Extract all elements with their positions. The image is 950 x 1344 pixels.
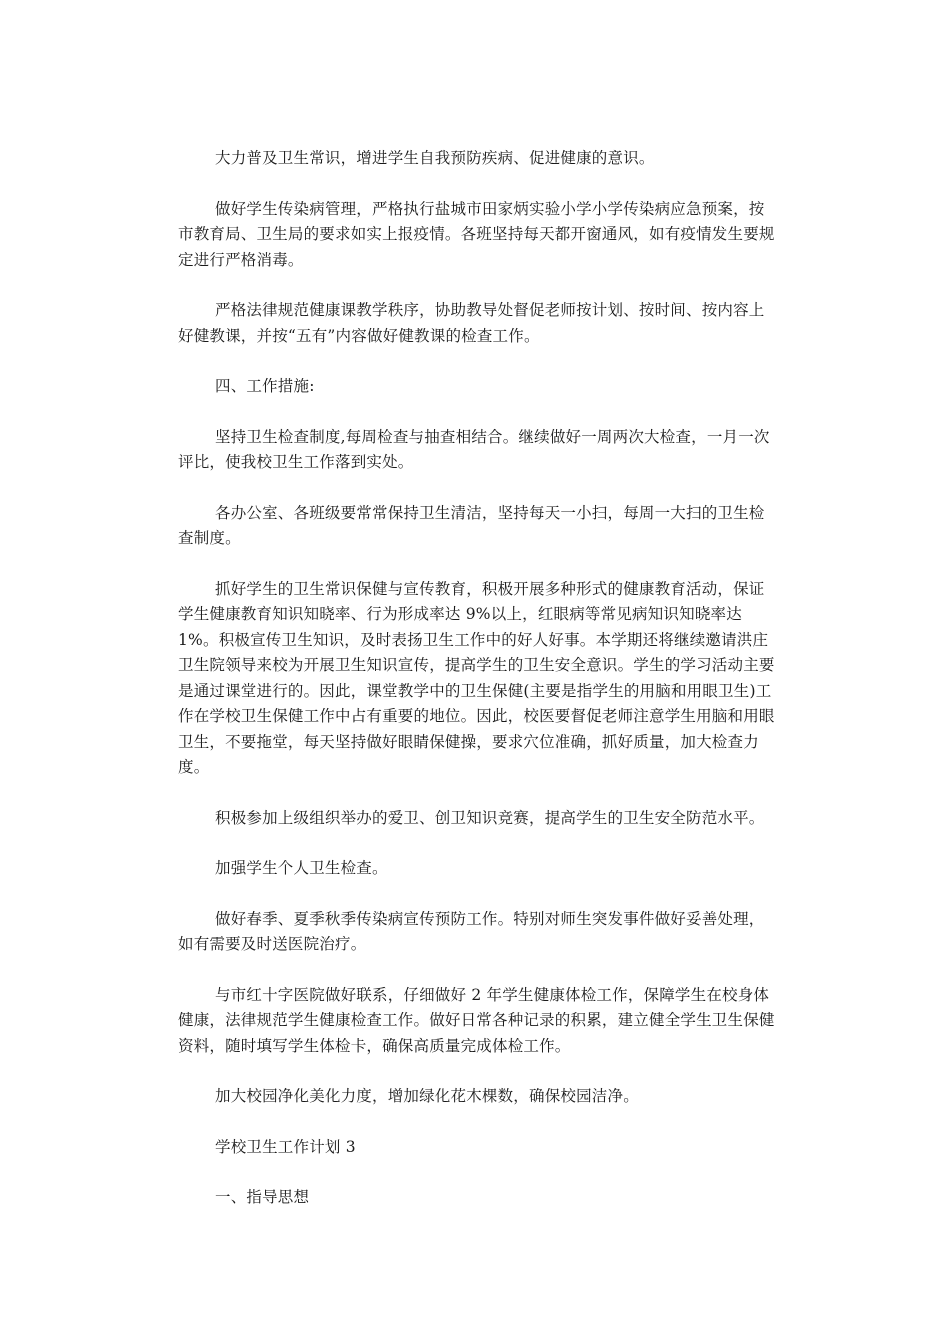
paragraph-health-class-order: 严格法律规范健康课教学秩序，协助教导处督促老师按计划、按时间、按内容上好健教课，并按“五有”内容做好健教课的检查工作。 (178, 301, 765, 345)
paragraph-health-awareness: 大力普及卫生常识，增进学生自我预防疾病、促进健康的意识。 (215, 149, 655, 167)
paragraph-cleaning-routine: 各办公室、各班级要常常保持卫生清洁，坚持每天一小扫，每周一大扫的卫生检查制度。 (178, 503, 765, 547)
section-heading-work-measures: 四、工作措施: (215, 377, 315, 395)
paragraph-inspection-system: 坚持卫生检查制度,每周检查与抽查相结合。继续做好一周两次大检查，一月一次评比，使我校卫生工作落到实处。 (178, 427, 770, 471)
document-subtitle-plan-3: 学校卫生工作计划 3 (215, 1137, 356, 1156)
paragraph-knowledge-competition: 积极参加上级组织举办的爱卫、创卫知识竞赛，提高学生的卫生安全防范水平。 (215, 808, 765, 827)
paragraph-campus-greening: 加大校园净化美化力度，增加绿化花木棵数，确保校园洁净。 (215, 1087, 639, 1105)
paragraph-physical-examination: 与市红十字医院做好联系，仔细做好 2 年学生健康体检工作，保障学生在校身体健康，法律规范学生健康检查工作。做好日常各种记录的积累，建立健全学生卫生保健资料，随时填写学生体检卡，确保高质量完成体检工作。 (178, 985, 775, 1055)
section-heading-guiding-ideology: 一、指导思想 (215, 1188, 310, 1206)
paragraph-infectious-disease-management: 做好学生传染病管理，严格执行盐城市田家炳实验小学小学传染病应急预案，按市教育局、卫生局的要求如实上报疫情。各班坚持每天都开窗通风，如有疫情发生要规定进行严格消毒。 (178, 199, 775, 269)
paragraph-health-education: 抓好学生的卫生常识保健与宣传教育，积极开展多种形式的健康教育活动，保证学生健康教育知识知晓率、行为形成率达 9%以上，红眼病等常见病知识知晓率达 1%。积极宣传卫生知识，及时表扬卫生工作中的好人好事。本学期还将继续邀请洪庄卫生院领导来校为开展卫生知识宣传，提高学生的卫生安全意识。学生的学习活动主要是通过课堂进行的。因此，课堂教学中的卫生保健(主要是指学生的用脑和用眼卫生)工作在学校卫生保健工作中占有重要的地位。因此，校医要督促老师注意学生用脑和用眼卫生，不要拖堂，每天坚持做好眼睛保健操，要求穴位准确，抓好质量，加大检查力度。 (178, 579, 775, 776)
document-body (178, 146, 778, 1236)
paragraph-seasonal-prevention: 做好春季、夏季秋季传染病宣传预防工作。特别对师生突发事件做好妥善处理，如有需要及时送医院治疗。 (178, 909, 765, 953)
paragraph-personal-hygiene-check: 加强学生个人卫生检查。 (215, 859, 388, 877)
